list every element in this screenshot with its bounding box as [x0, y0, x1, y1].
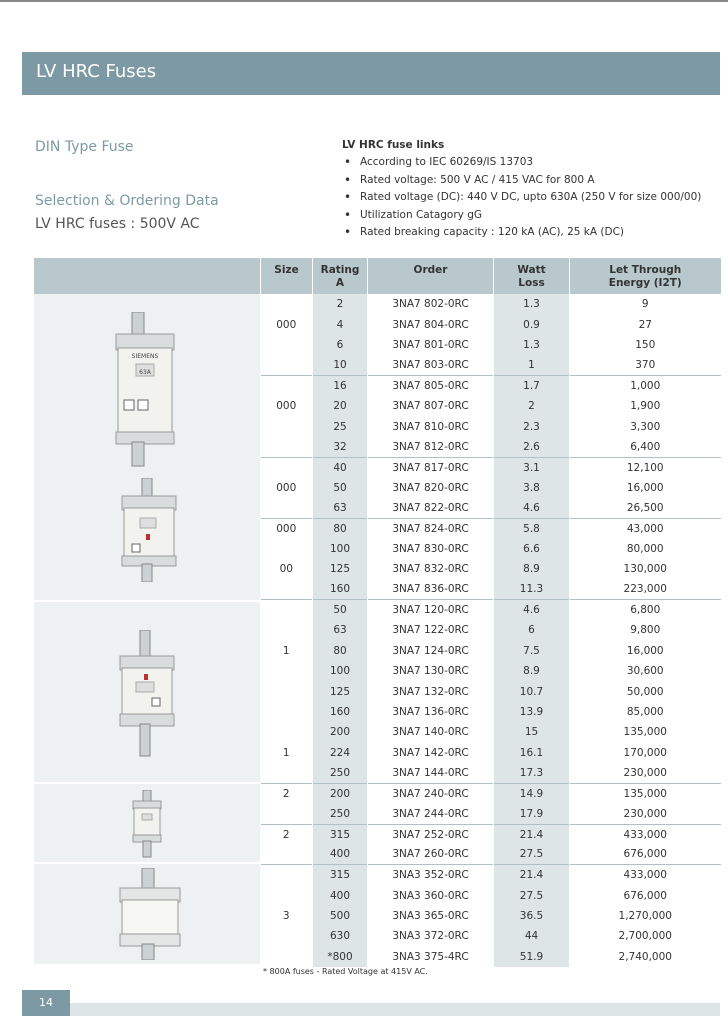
cell-energy: 1,000: [570, 376, 721, 396]
cell-rating: 2: [313, 294, 368, 314]
cell-rating: 10: [313, 355, 368, 375]
cell-order: 3NA7 140-0RC: [368, 722, 494, 742]
selection-title: Selection & Ordering Data: [35, 193, 219, 209]
cell-size: [261, 661, 313, 681]
table-row: [261, 885, 721, 905]
cell-watt: 2: [494, 396, 570, 416]
cell-rating: 100: [313, 539, 368, 559]
cell-watt: 16.1: [494, 743, 570, 763]
cell-size: [261, 947, 313, 967]
table-row: [261, 845, 721, 865]
cell-energy: 43,000: [570, 518, 721, 538]
col-let-through-energy: [570, 258, 721, 294]
cell-energy: 80,000: [570, 539, 721, 559]
cell-order: 3NA7 244-0RC: [368, 804, 494, 824]
col-watt-loss: [494, 258, 570, 294]
cell-size: [261, 579, 313, 599]
cell-energy: 50,000: [570, 681, 721, 701]
cell-watt: 3.1: [494, 457, 570, 477]
cell-order: 3NA7 804-0RC: [368, 314, 494, 334]
cell-rating: 630: [313, 926, 368, 946]
fuse-links-title: LV HRC fuse links: [342, 139, 445, 151]
table-row: [261, 437, 721, 457]
subtitle-500v: LV HRC fuses : 500V AC: [35, 216, 200, 232]
cell-watt: 11.3: [494, 579, 570, 599]
col-energy-label-2: Energy (I2T): [608, 277, 682, 289]
cell-watt: 21.4: [494, 824, 570, 844]
cell-energy: 223,000: [570, 579, 721, 599]
cell-order: 3NA7 820-0RC: [368, 478, 494, 498]
cell-rating: 224: [313, 743, 368, 763]
col-rating: [313, 258, 368, 294]
cell-size: 000: [261, 478, 313, 498]
cell-size: 2: [261, 783, 313, 803]
cell-rating: 4: [313, 314, 368, 334]
cell-watt: 51.9: [494, 947, 570, 967]
cell-rating: 80: [313, 641, 368, 661]
cell-order: 3NA7 120-0RC: [368, 600, 494, 620]
cell-size: [261, 416, 313, 436]
cell-rating: 16: [313, 376, 368, 396]
cell-order: 3NA7 260-0RC: [368, 845, 494, 865]
col-rating-unit: A: [335, 277, 345, 289]
table-row: [261, 641, 721, 661]
cell-energy: 12,100: [570, 457, 721, 477]
cell-order: 3NA7 810-0RC: [368, 416, 494, 436]
cell-size: [261, 539, 313, 559]
cell-rating: *800: [313, 947, 368, 967]
table-row: [261, 702, 721, 722]
fuse-link-item: • Rated voltage: 500 V AC / 415 VAC for 800 A: [342, 172, 712, 190]
table-row: [261, 722, 721, 742]
fuse-brand-text: SIEMENS: [131, 353, 159, 360]
table-row: [261, 926, 721, 946]
cell-watt: 36.5: [494, 906, 570, 926]
cell-order: 3NA7 124-0RC: [368, 641, 494, 661]
cell-watt: 5.8: [494, 518, 570, 538]
cell-energy: 26,500: [570, 498, 721, 518]
table-row: [261, 600, 721, 620]
cell-rating: 200: [313, 722, 368, 742]
fuse-links-info: [342, 139, 712, 242]
cell-energy: 135,000: [570, 722, 721, 742]
cell-order: 3NA7 136-0RC: [368, 702, 494, 722]
cell-energy: 6,400: [570, 437, 721, 457]
col-energy-label: Let Through: [609, 264, 682, 276]
cell-size: [261, 865, 313, 885]
cell-rating: 315: [313, 865, 368, 885]
col-watt-label: Watt: [517, 264, 546, 276]
table-row: [261, 804, 721, 824]
cell-rating: 315: [313, 824, 368, 844]
cell-energy: 2,700,000: [570, 926, 721, 946]
cell-order: 3NA7 142-0RC: [368, 743, 494, 763]
cell-size: 00: [261, 559, 313, 579]
cell-order: 3NA3 375-4RC: [368, 947, 494, 967]
cell-size: [261, 294, 313, 314]
cell-watt: 14.9: [494, 783, 570, 803]
cell-order: 3NA7 830-0RC: [368, 539, 494, 559]
cell-energy: 433,000: [570, 865, 721, 885]
cell-energy: 130,000: [570, 559, 721, 579]
cell-energy: 2,740,000: [570, 947, 721, 967]
fuse-size-00-image: [118, 478, 180, 582]
table-row: [261, 396, 721, 416]
cell-energy: 27: [570, 314, 721, 334]
cell-order: 3NA7 824-0RC: [368, 518, 494, 538]
cell-size: 000: [261, 396, 313, 416]
cell-watt: 27.5: [494, 845, 570, 865]
cell-watt: 13.9: [494, 702, 570, 722]
cell-order: 3NA7 822-0RC: [368, 498, 494, 518]
fuse-link-item: • Rated breaking capacity : 120 kA (AC), 25 kA (DC): [342, 224, 712, 242]
cell-size: [261, 457, 313, 477]
cell-watt: 2.6: [494, 437, 570, 457]
cell-energy: 1,900: [570, 396, 721, 416]
cell-energy: 6,800: [570, 600, 721, 620]
table-row: [261, 498, 721, 518]
cell-order: 3NA7 132-0RC: [368, 681, 494, 701]
cell-rating: 63: [313, 620, 368, 640]
cell-watt: 27.5: [494, 885, 570, 905]
cell-size: 1: [261, 641, 313, 661]
cell-watt: 2.3: [494, 416, 570, 436]
cell-watt: 0.9: [494, 314, 570, 334]
cell-order: 3NA7 803-0RC: [368, 355, 494, 375]
cell-size: 000: [261, 518, 313, 538]
table-row: [261, 579, 721, 599]
cell-order: 3NA7 836-0RC: [368, 579, 494, 599]
cell-size: [261, 926, 313, 946]
cell-energy: 9: [570, 294, 721, 314]
cell-size: [261, 498, 313, 518]
cell-rating: 50: [313, 478, 368, 498]
col-order: [368, 258, 494, 294]
cell-rating: 400: [313, 845, 368, 865]
cell-watt: 1.7: [494, 376, 570, 396]
cell-order: 3NA7 252-0RC: [368, 824, 494, 844]
cell-watt: 4.6: [494, 498, 570, 518]
cell-size: [261, 845, 313, 865]
cell-rating: 80: [313, 518, 368, 538]
cell-size: [261, 681, 313, 701]
cell-energy: 135,000: [570, 783, 721, 803]
cell-rating: 160: [313, 579, 368, 599]
cell-size: [261, 885, 313, 905]
cell-order: 3NA7 122-0RC: [368, 620, 494, 640]
cell-energy: 85,000: [570, 702, 721, 722]
cell-watt: 6: [494, 620, 570, 640]
cell-watt: 8.9: [494, 661, 570, 681]
table-header-row: [261, 258, 721, 294]
col-size: [261, 258, 313, 294]
table-row: [261, 355, 721, 375]
cell-size: [261, 722, 313, 742]
cell-rating: 500: [313, 906, 368, 926]
fuse-link-item: • Rated voltage (DC): 440 V DC, upto 630A (250 V for size 000/00): [342, 189, 712, 207]
col-size-label: Size: [274, 264, 299, 276]
table-row: [261, 743, 721, 763]
cell-rating: 63: [313, 498, 368, 518]
table-row: [261, 661, 721, 681]
cell-watt: 8.9: [494, 559, 570, 579]
cell-size: [261, 763, 313, 783]
cell-order: 3NA7 807-0RC: [368, 396, 494, 416]
cell-rating: 125: [313, 681, 368, 701]
cell-watt: 6.6: [494, 539, 570, 559]
cell-energy: 16,000: [570, 478, 721, 498]
cell-size: [261, 376, 313, 396]
cell-energy: 676,000: [570, 845, 721, 865]
cell-watt: 15: [494, 722, 570, 742]
cell-order: 3NA7 812-0RC: [368, 437, 494, 457]
table-row: [261, 763, 721, 783]
cell-rating: 160: [313, 702, 368, 722]
cell-rating: 250: [313, 804, 368, 824]
cell-order: 3NA3 352-0RC: [368, 865, 494, 885]
cell-energy: 170,000: [570, 743, 721, 763]
cell-watt: 7.5: [494, 641, 570, 661]
cell-watt: 10.7: [494, 681, 570, 701]
table-row: [261, 783, 721, 803]
cell-watt: 1.3: [494, 335, 570, 355]
cell-size: [261, 804, 313, 824]
table-row: [261, 539, 721, 559]
cell-energy: 230,000: [570, 804, 721, 824]
cell-energy: 9,800: [570, 620, 721, 640]
fuse-size-000-image: [110, 312, 180, 467]
table-row: [261, 416, 721, 436]
cell-order: 3NA7 805-0RC: [368, 376, 494, 396]
col-order-label: Order: [413, 264, 448, 276]
din-type-title: DIN Type Fuse: [35, 139, 134, 155]
cell-rating: 125: [313, 559, 368, 579]
fuse-size-2-image: [130, 790, 164, 858]
table-body: [261, 294, 721, 967]
cell-rating: 200: [313, 783, 368, 803]
cell-order: 3NA3 372-0RC: [368, 926, 494, 946]
cell-order: 3NA3 365-0RC: [368, 906, 494, 926]
cell-rating: 250: [313, 763, 368, 783]
cell-rating: 400: [313, 885, 368, 905]
cell-order: 3NA7 817-0RC: [368, 457, 494, 477]
footer-band: [70, 1003, 720, 1016]
cell-order: 3NA7 832-0RC: [368, 559, 494, 579]
cell-size: [261, 600, 313, 620]
table-row: [261, 681, 721, 701]
cell-size: 2: [261, 824, 313, 844]
top-rule: [0, 0, 728, 2]
cell-size: [261, 702, 313, 722]
cell-watt: 1: [494, 355, 570, 375]
cell-energy: 150: [570, 335, 721, 355]
footnote: * 800A fuses - Rated Voltage at 415V AC.: [263, 967, 428, 976]
fuse-ordering-table: [260, 258, 721, 967]
cell-watt: 21.4: [494, 865, 570, 885]
cell-rating: 20: [313, 396, 368, 416]
table-row: [261, 947, 721, 967]
page-title: LV HRC Fuses: [36, 61, 157, 82]
cell-order: 3NA7 801-0RC: [368, 335, 494, 355]
fuse-size-1-image: [116, 630, 178, 758]
cell-rating: 6: [313, 335, 368, 355]
table-row: [261, 294, 721, 314]
cell-watt: 3.8: [494, 478, 570, 498]
cell-rating: 25: [313, 416, 368, 436]
cell-energy: 3,300: [570, 416, 721, 436]
cell-energy: 16,000: [570, 641, 721, 661]
cell-rating: 100: [313, 661, 368, 681]
cell-rating: 32: [313, 437, 368, 457]
cell-size: [261, 620, 313, 640]
cell-watt: 17.9: [494, 804, 570, 824]
cell-energy: 1,270,000: [570, 906, 721, 926]
col-rating-label: Rating: [320, 264, 360, 276]
cell-order: 3NA3 360-0RC: [368, 885, 494, 905]
fuse-link-item: • According to IEC 60269/IS 13703: [342, 154, 712, 172]
fuse-link-item: • Utilization Catagory gG: [342, 207, 712, 225]
cell-energy: 676,000: [570, 885, 721, 905]
table-row: [261, 824, 721, 844]
cell-order: 3NA7 130-0RC: [368, 661, 494, 681]
cell-energy: 370: [570, 355, 721, 375]
cell-order: 3NA7 802-0RC: [368, 294, 494, 314]
cell-size: [261, 437, 313, 457]
header-band: [22, 52, 720, 95]
page-number: 14: [22, 990, 70, 1016]
col-watt-label-2: Loss: [518, 277, 545, 289]
table-row: [261, 906, 721, 926]
table-row: [261, 335, 721, 355]
table-row: [261, 620, 721, 640]
cell-energy: 230,000: [570, 763, 721, 783]
table-row: [261, 314, 721, 334]
cell-size: 000: [261, 314, 313, 334]
fuse-rating-text: 63A: [139, 369, 151, 376]
cell-size: 3: [261, 906, 313, 926]
cell-watt: 4.6: [494, 600, 570, 620]
table-row: [261, 518, 721, 538]
cell-watt: 17.3: [494, 763, 570, 783]
table-row: [261, 865, 721, 885]
cell-rating: 50: [313, 600, 368, 620]
cell-size: 1: [261, 743, 313, 763]
table-row: [261, 559, 721, 579]
cell-watt: 1.3: [494, 294, 570, 314]
table-row: [261, 457, 721, 477]
cell-size: [261, 355, 313, 375]
cell-size: [261, 335, 313, 355]
cell-order: 3NA7 144-0RC: [368, 763, 494, 783]
fuse-links-list: [342, 154, 712, 242]
fuse-size-3-image: [118, 868, 182, 960]
table-row: [261, 376, 721, 396]
cell-energy: 30,600: [570, 661, 721, 681]
cell-energy: 433,000: [570, 824, 721, 844]
cell-order: 3NA7 240-0RC: [368, 783, 494, 803]
table-row: [261, 478, 721, 498]
cell-watt: 44: [494, 926, 570, 946]
cell-rating: 40: [313, 457, 368, 477]
